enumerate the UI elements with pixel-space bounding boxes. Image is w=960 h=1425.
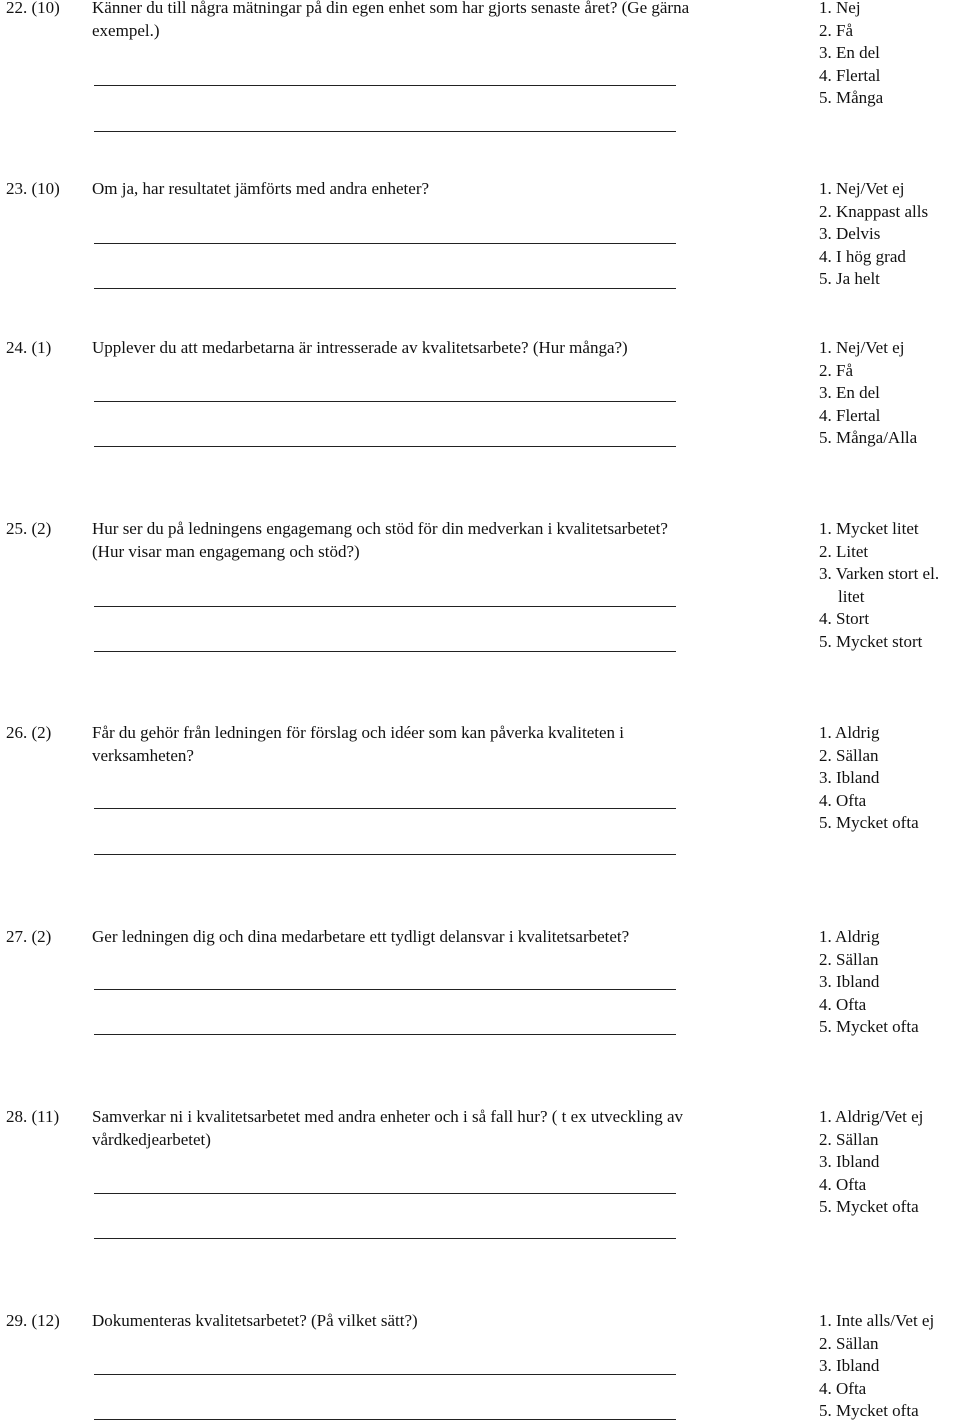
answer-line[interactable] xyxy=(94,131,676,132)
answer-option: 3. Varken stort el. xyxy=(819,564,940,584)
answer-line[interactable] xyxy=(94,1419,676,1420)
question-text xyxy=(92,0,792,42)
answer-option: 5. Ja helt xyxy=(819,269,880,289)
answer-line[interactable] xyxy=(94,1193,676,1194)
answer-options xyxy=(819,518,960,654)
answer-option: 4. Ofta xyxy=(819,790,867,810)
answer-option: 1. Mycket litet xyxy=(819,519,919,538)
answer-options xyxy=(819,0,960,110)
question-number: 24. (1) xyxy=(6,338,52,357)
answer-line[interactable] xyxy=(94,85,676,86)
answer-option: 2. Litet xyxy=(819,541,869,561)
answer-option: 1. Nej/Vet ej xyxy=(819,338,905,357)
answer-option: 5. Mycket stort xyxy=(819,631,923,651)
answer-line[interactable] xyxy=(94,288,676,289)
question-text-line: Ger ledningen dig och dina medarbetare ett tydligt delansvar i kvalitetsarbetet? xyxy=(92,927,630,946)
answer-option: 2. Sällan xyxy=(819,1129,879,1149)
answer-option: 4. Ofta xyxy=(819,1174,867,1194)
answer-option: 2. Knappast alls xyxy=(819,201,929,221)
question-text xyxy=(92,1106,792,1151)
answer-line[interactable] xyxy=(94,651,676,652)
answer-option: 2. Sällan xyxy=(819,949,879,969)
question-text-line: Samverkar ni i kvalitetsarbetet med andra enheter och i så fall hur? ( t ex utveckling av xyxy=(92,1107,683,1126)
answer-line[interactable] xyxy=(94,1238,676,1239)
answer-line[interactable] xyxy=(94,808,676,809)
answer-option: 3. En del xyxy=(819,43,880,63)
answer-options xyxy=(819,926,960,1039)
answer-line[interactable] xyxy=(94,606,676,607)
answer-option: 1. Nej xyxy=(819,0,861,17)
answer-options xyxy=(819,722,960,835)
answer-option: 1. Inte alls/Vet ej xyxy=(819,1311,935,1330)
question-text xyxy=(92,518,792,563)
answer-option: 4. Ofta xyxy=(819,1378,867,1398)
question-text-line: Känner du till några mätningar på din egen enhet som har gjorts senaste året? (Ge gärna xyxy=(92,0,690,17)
answer-option: 5. Många/Alla xyxy=(819,428,918,448)
question-text-line: Hur ser du på ledningens engagemang och stöd för din medverkan i kvalitetsarbetet? xyxy=(92,519,668,538)
question-number: 27. (2) xyxy=(6,927,52,946)
answer-line[interactable] xyxy=(94,401,676,402)
answer-option: 3. Ibland xyxy=(819,972,880,992)
answer-option: 2. Sällan xyxy=(819,1333,879,1353)
answer-option: 4. Flertal xyxy=(819,405,881,425)
question-text-line: Får du gehör från ledningen för förslag och idéer som kan påverka kvaliteten i xyxy=(92,723,625,742)
answer-option: 3. Ibland xyxy=(819,1152,880,1172)
answer-option: 2. Få xyxy=(819,360,853,380)
answer-line[interactable] xyxy=(94,243,676,244)
question-number: 29. (12) xyxy=(6,1311,60,1330)
answer-line[interactable] xyxy=(94,1034,676,1035)
answer-option: 3. Delvis xyxy=(819,224,881,244)
answer-option: 5. Mycket ofta xyxy=(819,1017,919,1037)
answer-option: 1. Aldrig xyxy=(819,723,880,742)
question-text-line: exempel.) xyxy=(92,20,160,40)
question-text-line: (Hur visar man engagemang och stöd?) xyxy=(92,541,360,561)
question-text xyxy=(92,926,792,949)
question-text xyxy=(92,178,792,201)
answer-option: 5. Mycket ofta xyxy=(819,1401,919,1421)
question-number: 28. (11) xyxy=(6,1107,60,1126)
answer-option-continuation: litet xyxy=(838,586,865,606)
answer-option: 4. Stort xyxy=(819,609,870,629)
question-text-line: Dokumenteras kvalitetsarbetet? (På vilket sätt?) xyxy=(92,1311,418,1330)
question-text xyxy=(92,1310,792,1333)
question-text-line: Om ja, har resultatet jämförts med andra enheter? xyxy=(92,179,430,198)
answer-option: 2. Sällan xyxy=(819,745,879,765)
answer-options xyxy=(819,178,960,291)
answer-option: 3. En del xyxy=(819,383,880,403)
answer-option: 4. I hög grad xyxy=(819,246,906,266)
question-number: 26. (2) xyxy=(6,723,52,742)
answer-line[interactable] xyxy=(94,446,676,447)
question-text xyxy=(92,722,792,767)
question-text-line: Upplever du att medarbetarna är intresserade av kvalitetsarbete? (Hur många?) xyxy=(92,338,628,357)
answer-option: 4. Flertal xyxy=(819,65,881,85)
answer-option: 4. Ofta xyxy=(819,994,867,1014)
question-number: 25. (2) xyxy=(6,519,52,538)
answer-options xyxy=(819,1106,960,1219)
answer-option: 5. Många xyxy=(819,88,884,108)
answer-option: 2. Få xyxy=(819,20,853,40)
answer-line[interactable] xyxy=(94,854,676,855)
answer-options xyxy=(819,1310,960,1423)
answer-option: 1. Aldrig/Vet ej xyxy=(819,1107,924,1126)
answer-line[interactable] xyxy=(94,989,676,990)
answer-option: 1. Aldrig xyxy=(819,927,880,946)
answer-option: 1. Nej/Vet ej xyxy=(819,179,905,198)
answer-option: 3. Ibland xyxy=(819,1356,880,1376)
answer-option: 5. Mycket ofta xyxy=(819,813,919,833)
question-text-line: verksamheten? xyxy=(92,745,194,765)
answer-options xyxy=(819,337,960,450)
answer-option: 3. Ibland xyxy=(819,768,880,788)
question-text xyxy=(92,337,792,360)
question-number: 22. (10) xyxy=(6,0,60,17)
answer-option: 5. Mycket ofta xyxy=(819,1197,919,1217)
answer-line[interactable] xyxy=(94,1374,676,1375)
question-number: 23. (10) xyxy=(6,179,60,198)
question-text-line: vårdkedjearbetet) xyxy=(92,1129,211,1149)
